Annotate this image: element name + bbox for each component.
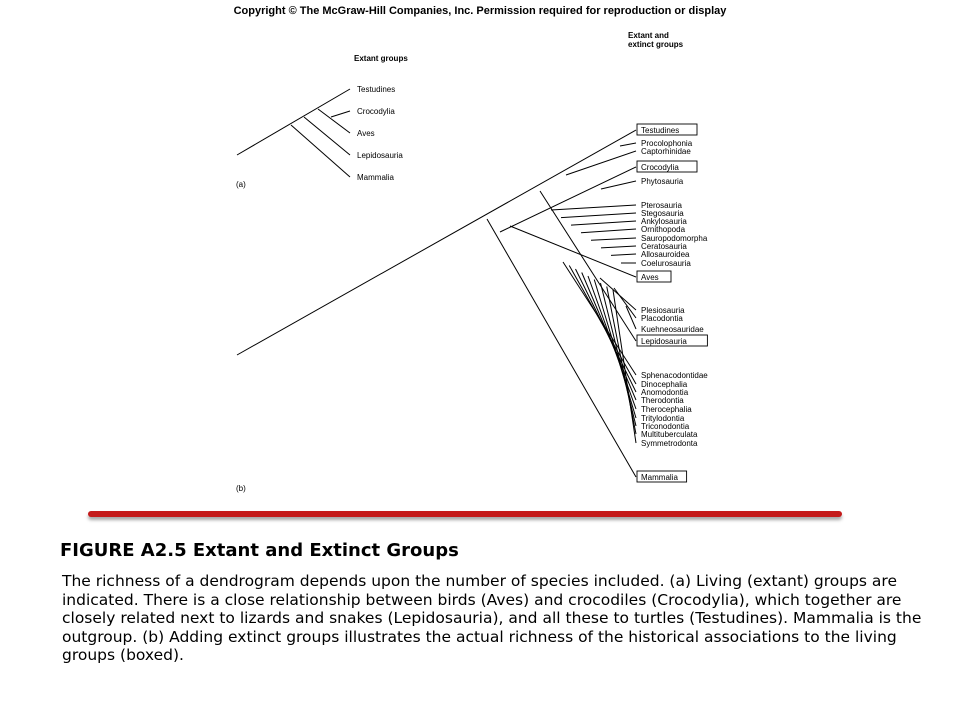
panel-b-branch-synapsid	[588, 276, 636, 409]
panel-a-taxon-labels	[357, 85, 403, 182]
panel-a-taxon-label: Mammalia	[357, 173, 394, 182]
panel-a-branch-crocodylia	[331, 111, 350, 117]
figure-caption: The richness of a dendrogram depends upon the number of species included. (a) Living (extant) groups are indicated. There is a close relationship between birds (Aves) and crocodiles (Crocodylia), which together are closely related next to lizards and snakes (Lepidosauria), and all these to turtles (Testudines). Mammalia is the outgroup. (b) Adding extinct groups illustrates the actual richness of the historical associations to the living groups (boxed).	[62, 572, 922, 664]
panel-b-taxon-label: Crocodylia	[641, 163, 679, 172]
panel-b-taxon-label: Coelurosauria	[641, 259, 691, 268]
panel-b-taxon-label: Triconodontia	[641, 422, 690, 431]
panel-b-taxon-label: Lepidosauria	[641, 337, 687, 346]
panel-b-branch-aves	[510, 226, 636, 277]
panel-b-taxon-label: Captorhinidae	[641, 147, 691, 156]
panel-b-taxon-label: Mammalia	[641, 473, 678, 482]
panel-b-taxon-label: Ankylosauria	[641, 217, 687, 226]
panel-b-taxon-label: Allosauroidea	[641, 250, 690, 259]
figure-title: FIGURE A2.5 Extant and Extinct Groups	[60, 540, 459, 561]
panel-b-branch-dinosaur	[581, 229, 636, 233]
panel-a-taxon-label: Lepidosauria	[357, 151, 403, 160]
panel-b-branch-phytosauria	[601, 181, 636, 189]
panel-b-cladogram	[236, 31, 708, 493]
red-divider-bar	[88, 511, 842, 517]
panel-a-branch-lepidosauria	[304, 117, 350, 155]
panel-b-taxon-labels	[637, 124, 708, 482]
panel-b-taxon-label: Multituberculata	[641, 430, 698, 439]
panel-b-taxon-label: Kuehneosauridae	[641, 325, 704, 334]
panel-b-taxon-label: Pterosauria	[641, 201, 682, 210]
panel-b-taxon-label: Aves	[641, 273, 659, 282]
panel-a-root-branch	[237, 89, 350, 155]
panel-b-branch-dinosaur	[611, 254, 636, 255]
panel-b-taxon-label: Symmetrodonta	[641, 439, 698, 448]
panel-b-taxon-label: Tritylodontia	[641, 414, 685, 423]
panel-b-branch-dinosaur	[601, 246, 636, 248]
panel-b-branch-synapsid	[594, 280, 636, 419]
panel-b-heading-line1: Extant and	[628, 31, 669, 40]
panel-b-taxon-label: Placodontia	[641, 314, 683, 323]
panel-b-branch-dinosaur	[571, 221, 636, 225]
panel-b-taxon-label: Ornithopoda	[641, 225, 686, 234]
panel-b-taxon-label: Sauropodomorpha	[641, 234, 708, 243]
copyright-notice: Copyright © The McGraw-Hill Companies, Inc. Permission required for reproduction or display	[233, 5, 727, 17]
panel-b-taxon-label: Anomodontia	[641, 388, 689, 397]
panel-b-branch-kuehneosauridae	[626, 306, 636, 329]
panel-a-taxon-label: Testudines	[357, 85, 396, 94]
panel-b-taxon-label: Therocephalia	[641, 405, 692, 414]
panel-b-branches	[237, 130, 636, 477]
panel-a-branch-mammalia	[291, 125, 350, 177]
panel-b-taxon-label: Procolophonia	[641, 139, 693, 148]
panel-a-tag: (a)	[236, 180, 246, 189]
panel-b-branch-placodontia	[614, 288, 636, 318]
panel-b-taxon-label: Stegosauria	[641, 209, 684, 218]
panel-b-taxon-label: Ceratosauria	[641, 242, 687, 251]
panel-b-taxon-label: Therodontia	[641, 396, 684, 405]
panel-a-taxon-label: Aves	[357, 129, 375, 138]
panel-b-branch-synapsid	[576, 269, 637, 392]
panel-b-branch-synapsid	[582, 273, 636, 401]
panel-a-cladogram	[236, 54, 408, 189]
panel-b-branch-dinosaur	[591, 238, 636, 240]
panel-b-taxon-label: Phytosauria	[641, 177, 684, 186]
panel-a-branches	[237, 89, 350, 177]
panel-b-branch-procolophonia	[620, 143, 636, 146]
panel-b-root-branch	[237, 130, 636, 355]
panel-b-branch-dinosaur	[551, 205, 636, 210]
panel-b-taxon-label: Plesiosauria	[641, 306, 685, 315]
panel-b-branch-dinosaur	[561, 213, 636, 218]
panel-b-taxon-label: Dinocephalia	[641, 380, 688, 389]
panel-a-taxon-label: Crocodylia	[357, 107, 395, 116]
panel-b-heading-line2: extinct groups	[628, 40, 684, 49]
panel-b-tag: (b)	[236, 484, 246, 493]
panel-b-taxon-label: Testudines	[641, 126, 680, 135]
panel-a-heading: Extant groups	[354, 54, 408, 63]
panel-b-taxon-label: Sphenacodontidae	[641, 371, 708, 380]
